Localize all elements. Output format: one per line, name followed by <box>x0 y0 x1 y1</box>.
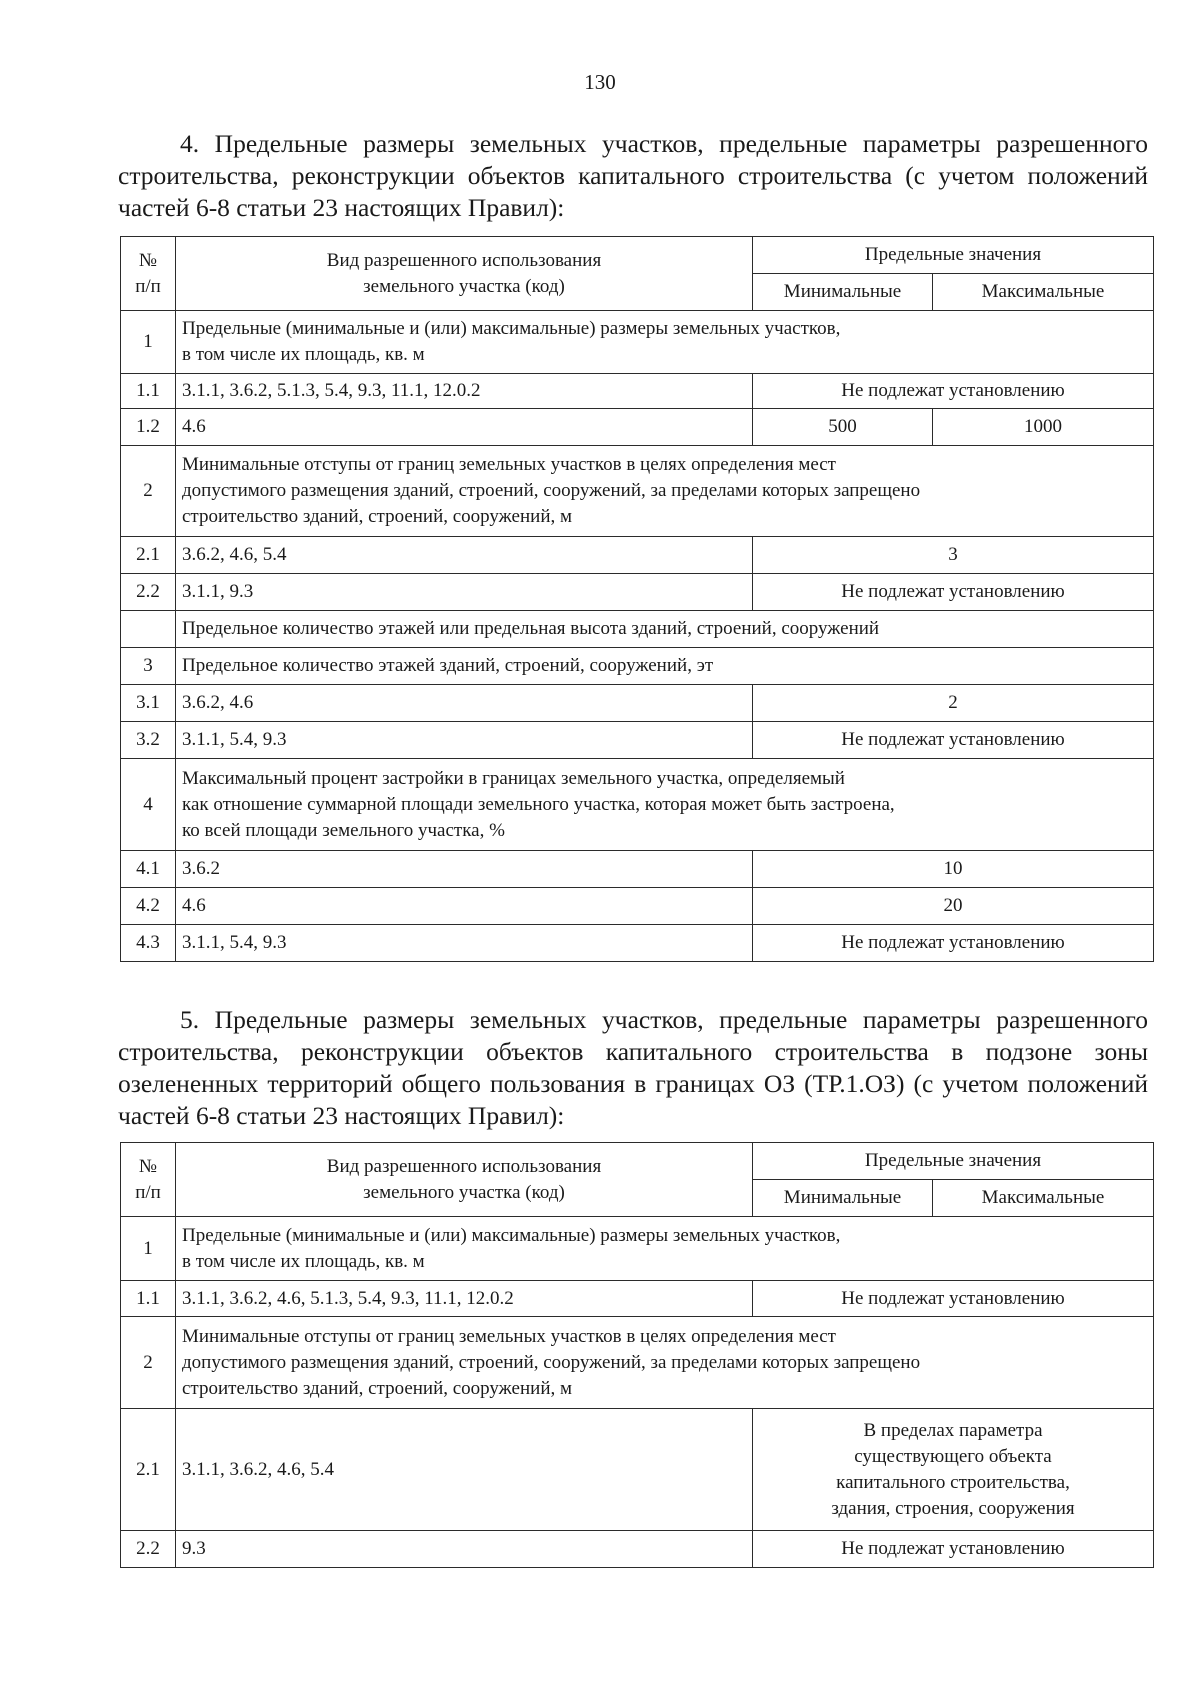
row-section-title: Максимальный процент застройки в границах земельного участка, определяемый как отношение суммарной площади земельного участка, которая может быть застроена, ко всей площади земельного участка, % <box>176 759 1154 851</box>
table-row <box>121 685 1154 722</box>
table-row <box>121 446 1154 537</box>
row-number: 2.1 <box>121 1409 176 1531</box>
row-codes: 3.6.2, 4.6, 5.4 <box>176 537 753 574</box>
row-codes: 3.6.2 <box>176 851 753 888</box>
row-number: 3.2 <box>121 722 176 759</box>
row-codes: 3.1.1, 9.3 <box>176 574 753 611</box>
row-value: 3 <box>753 537 1154 574</box>
row-number <box>121 611 176 648</box>
row-number: 2 <box>121 1317 176 1409</box>
table-row <box>121 888 1154 925</box>
table-row <box>121 611 1154 648</box>
row-number: 3.1 <box>121 685 176 722</box>
row-number: 3 <box>121 648 176 685</box>
header-max-cell: Максимальные <box>933 1180 1154 1217</box>
row-value: 20 <box>753 888 1154 925</box>
row-number: 1.2 <box>121 409 176 446</box>
section-4-paragraph: 4. Предельные размеры земельных участков, предельные параметры разрешенного строительства, реконструкции объектов капитального строительства (с учетом положений частей 6-8 статьи 23 настоящих Правил): <box>118 129 1148 222</box>
row-section-title: Предельное количество этажей или предельная высота зданий, строений, сооружений <box>176 611 1154 648</box>
row-value: Не подлежат установлению <box>753 1281 1154 1317</box>
row-codes: 3.6.2, 4.6 <box>176 685 753 722</box>
limits-table-section-5 <box>120 1142 1154 1568</box>
row-min-value: 500 <box>753 409 933 446</box>
header-limits-cell: Предельные значения <box>753 237 1154 274</box>
row-number: 2 <box>121 446 176 537</box>
table-row <box>121 1281 1154 1317</box>
header-max-cell: Максимальные <box>933 274 1154 311</box>
row-max-value: 1000 <box>933 409 1154 446</box>
row-number: 4.2 <box>121 888 176 925</box>
header-num-cell: № п/п <box>121 237 176 311</box>
row-codes: 3.1.1, 5.4, 9.3 <box>176 722 753 759</box>
table-row <box>121 537 1154 574</box>
header-limits-cell: Предельные значения <box>753 1143 1154 1180</box>
table-row <box>121 851 1154 888</box>
row-number: 4 <box>121 759 176 851</box>
table-row <box>121 311 1154 374</box>
row-codes: 4.6 <box>176 409 753 446</box>
row-value: Не подлежат установлению <box>753 574 1154 611</box>
row-value: 2 <box>753 685 1154 722</box>
row-codes: 3.1.1, 5.4, 9.3 <box>176 925 753 962</box>
table-row <box>121 1317 1154 1409</box>
table-row <box>121 1531 1154 1568</box>
row-value: Не подлежат установлению <box>753 374 1154 409</box>
table-row <box>121 1409 1154 1531</box>
row-section-title: Предельное количество этажей зданий, строений, сооружений, эт <box>176 648 1154 685</box>
section-5-paragraph: 5. Предельные размеры земельных участков, предельные параметры разрешенного строительства, реконструкции объектов капитального строительства в подзоне зоны озелененных территорий общего пользования в границах ОЗ (ТР.1.ОЗ) (с учетом положений частей 6-8 статьи 23 настоящих Правил): <box>118 1005 1148 1130</box>
row-number: 1.1 <box>121 1281 176 1317</box>
row-value: Не подлежат установлению <box>753 1531 1154 1568</box>
table-row <box>121 722 1154 759</box>
header-min-cell: Минимальные <box>753 1180 933 1217</box>
table-header-row <box>121 237 1154 274</box>
row-number: 4.1 <box>121 851 176 888</box>
row-number: 2.1 <box>121 537 176 574</box>
row-number: 2.2 <box>121 1531 176 1568</box>
page-number: 130 <box>584 70 616 94</box>
row-codes: 9.3 <box>176 1531 753 1568</box>
row-number: 1.1 <box>121 374 176 409</box>
table-row <box>121 574 1154 611</box>
table-row <box>121 1217 1154 1281</box>
header-type-cell: Вид разрешенного использования земельного участка (код) <box>176 1143 753 1217</box>
row-value: В пределах параметра существующего объекта капитального строительства, здания, строения, сооружения <box>753 1409 1154 1531</box>
header-type-cell: Вид разрешенного использования земельного участка (код) <box>176 237 753 311</box>
table-row <box>121 409 1154 446</box>
row-section-title: Минимальные отступы от границ земельных участков в целях определения мест допустимого размещения зданий, строений, сооружений, за пределами которых запрещено строительство зданий, строений, сооружений, м <box>176 446 1154 537</box>
row-section-title: Предельные (минимальные и (или) максимальные) размеры земельных участков, в том числе их площадь, кв. м <box>176 1217 1154 1281</box>
table-row <box>121 759 1154 851</box>
table-row <box>121 925 1154 962</box>
row-codes: 3.1.1, 3.6.2, 4.6, 5.1.3, 5.4, 9.3, 11.1, 12.0.2 <box>176 1281 753 1317</box>
row-codes: 3.1.1, 3.6.2, 5.1.3, 5.4, 9.3, 11.1, 12.0.2 <box>176 374 753 409</box>
limits-table-section-4 <box>120 236 1154 962</box>
table-row <box>121 648 1154 685</box>
table-row <box>121 374 1154 409</box>
row-number: 1 <box>121 311 176 374</box>
row-value: Не подлежат установлению <box>753 722 1154 759</box>
row-value: 10 <box>753 851 1154 888</box>
row-codes: 4.6 <box>176 888 753 925</box>
table-header-row <box>121 1143 1154 1180</box>
row-number: 2.2 <box>121 574 176 611</box>
row-section-title: Минимальные отступы от границ земельных участков в целях определения мест допустимого размещения зданий, строений, сооружений, за пределами которых запрещено строительство зданий, строений, сооружений, м <box>176 1317 1154 1409</box>
header-num-cell: № п/п <box>121 1143 176 1217</box>
row-number: 4.3 <box>121 925 176 962</box>
row-value: Не подлежат установлению <box>753 925 1154 962</box>
row-number: 1 <box>121 1217 176 1281</box>
header-min-cell: Минимальные <box>753 274 933 311</box>
row-section-title: Предельные (минимальные и (или) максимальные) размеры земельных участков, в том числе их площадь, кв. м <box>176 311 1154 374</box>
row-codes: 3.1.1, 3.6.2, 4.6, 5.4 <box>176 1409 753 1531</box>
